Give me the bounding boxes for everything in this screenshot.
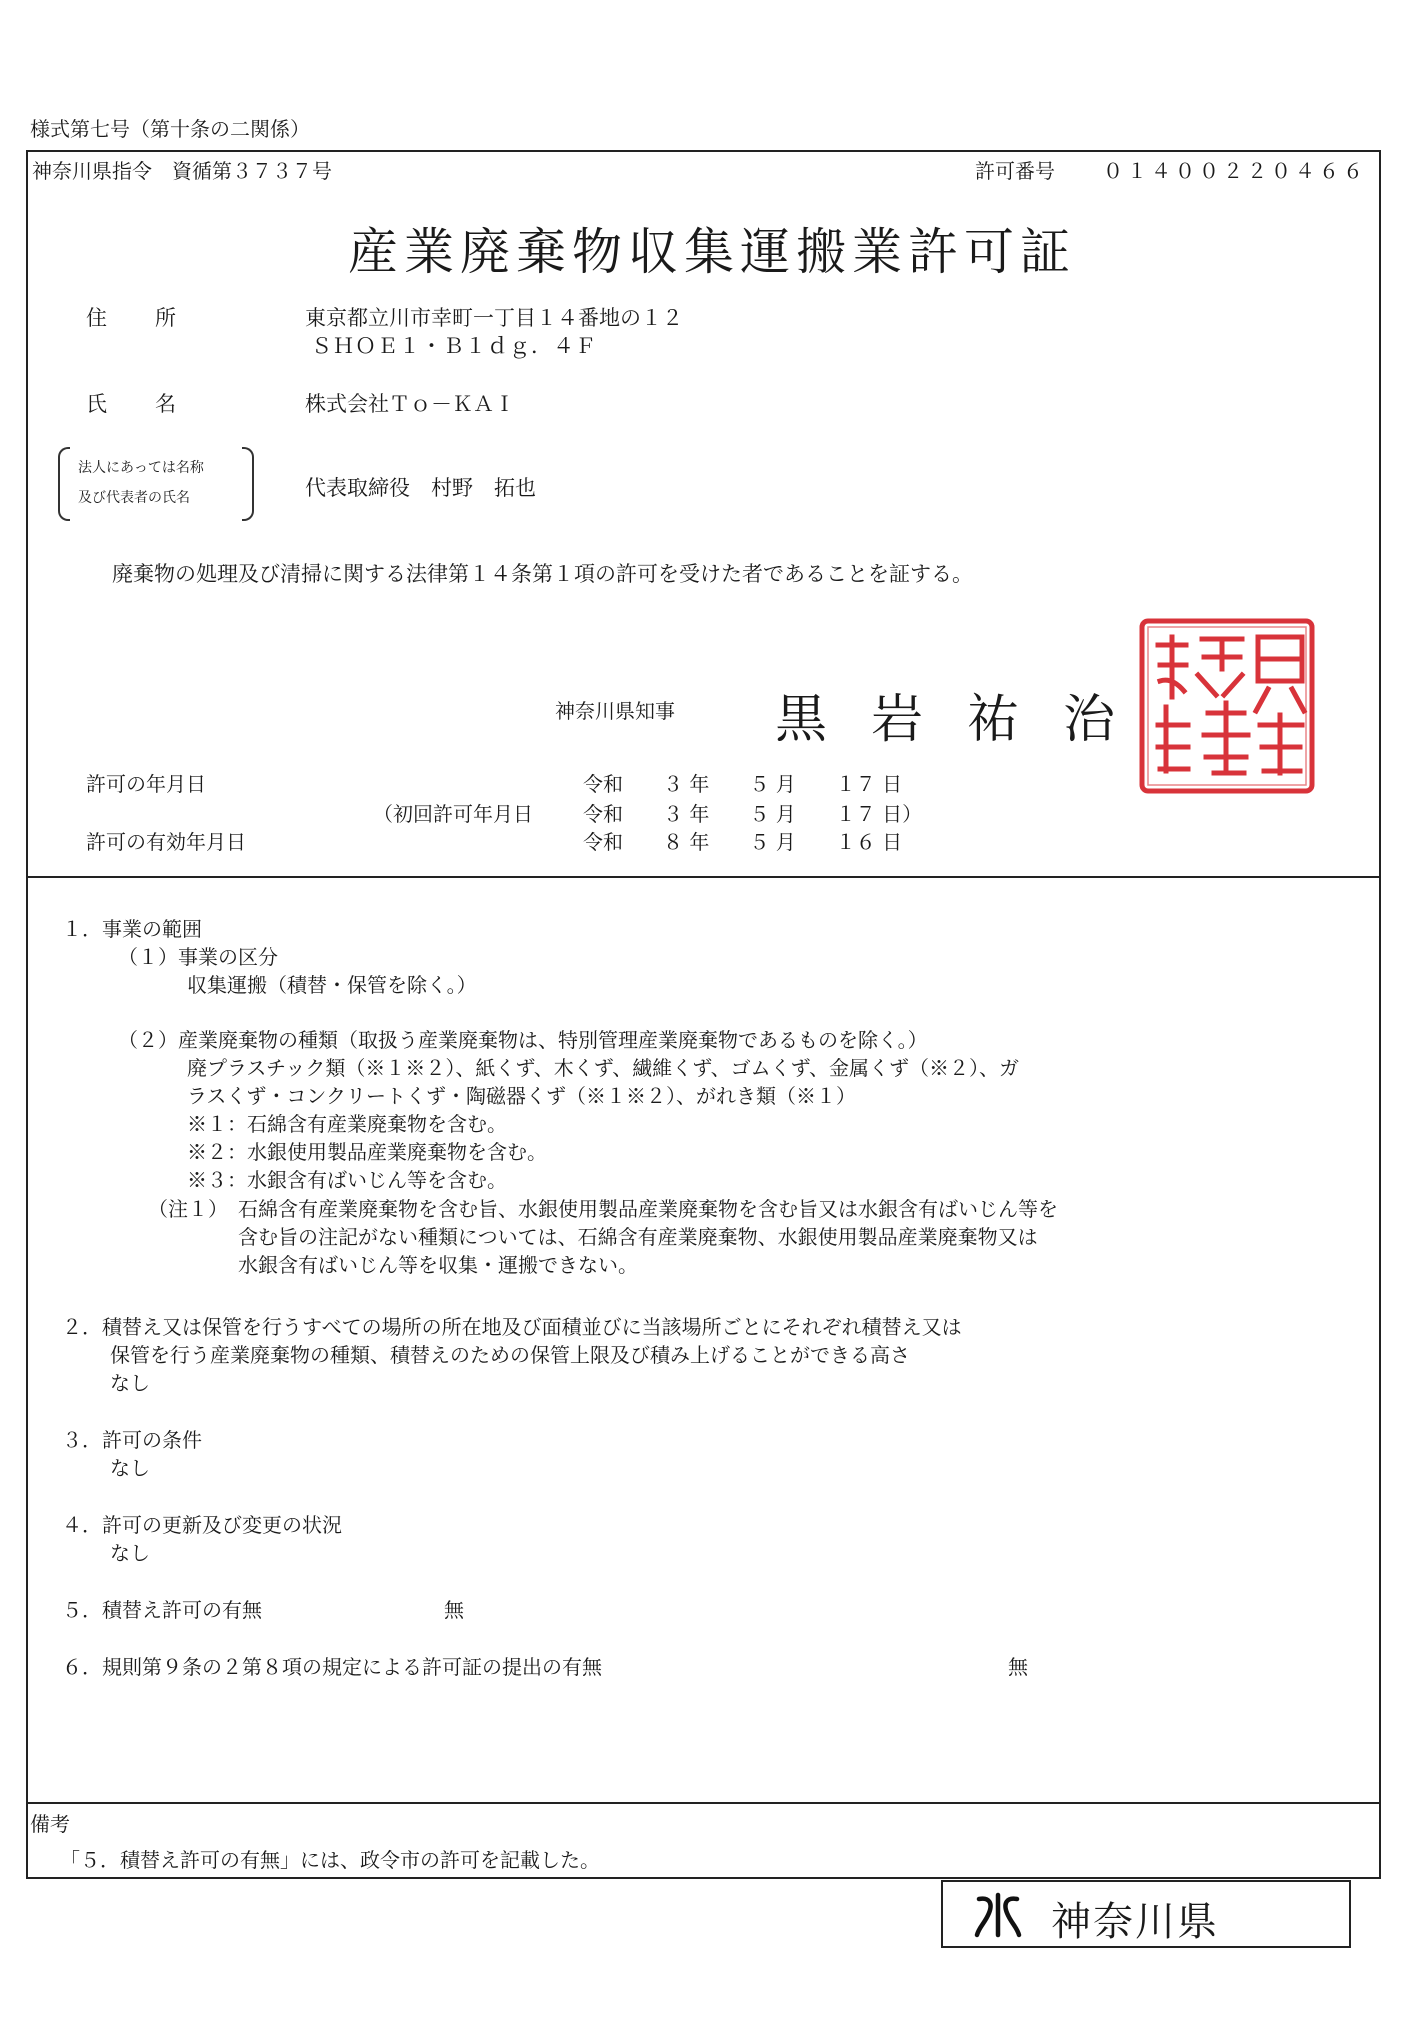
permit-date-value: 令和 ３ 年 ５ 月 １７ 日 [583,772,903,796]
valid-date-value: 令和 ８ 年 ５ 月 １６ 日 [583,830,903,854]
permit-number-label: 許可番号 [975,159,1055,183]
section-1-note-1: ※１：石綿含有産業廃棄物を含む。 [187,1112,507,1136]
section-6-value: 無 [1008,1655,1028,1679]
governor-title: 神奈川県知事 [555,699,675,723]
section-1-sub2-line2: ラスくず・コンクリートくず・陶磁器くず（※１※２）、がれき類（※１） [187,1084,856,1108]
valid-date-label: 許可の有効年月日 [86,830,246,854]
section-6-heading: ６．規則第９条の２第８項の規定による許可証の提出の有無 [62,1655,602,1679]
company-name: 株式会社Ｔｏ－ＫＡＩ [305,392,515,416]
representative-note-line1: 法人にあっては名称 [78,460,204,476]
section-4-value: なし [110,1541,150,1565]
section-1-note-2: ※２：水銀使用製品産業廃棄物を含む。 [187,1140,547,1164]
remarks-text: 「５．積替え許可の有無」には、政令市の許可を記載した。 [60,1848,600,1872]
address-line2: ＳＨＯＥ１・Ｂ１ｄｇ．４Ｆ [311,334,597,358]
section-1-heading: １．事業の範囲 [62,917,202,941]
section-5-heading: ５．積替え許可の有無 [62,1598,262,1622]
section-1-chu-label: （注１） [148,1197,228,1221]
representative-note-line2: 及び代表者の氏名 [78,490,190,506]
directive-number: 神奈川県指令 資循第３７３７号 [32,159,332,183]
section-1-chu-line3: 水銀含有ばいじん等を収集・運搬できない。 [238,1253,638,1277]
name-label: 氏 名 [86,392,178,416]
address-label: 住 所 [86,306,178,330]
section-3-value: なし [110,1456,150,1480]
section-5-value: 無 [444,1598,464,1622]
seal-graphic [1138,617,1316,795]
form-label: 様式第七号（第十条の二関係） [30,117,310,141]
section-1-note-3: ※３：水銀含有ばいじん等を含む。 [187,1168,507,1192]
section-3-heading: ３．許可の条件 [62,1428,202,1452]
remarks-label: 備考 [30,1812,70,1836]
section-1-sub1-body: 収集運搬（積替・保管を除く。） [187,973,477,997]
document-title: 産業廃棄物収集運搬業許可証 [348,223,1076,281]
section-1-chu-line1: 石綿含有産業廃棄物を含む旨、水銀使用製品産業廃棄物を含む旨又は水銀含有ばいじん等を [238,1197,1058,1221]
divider-header-body [26,876,1381,878]
kanagawa-emblem-icon [973,1891,1023,1939]
initial-permit-date-value: 令和 ３ 年 ５ 月 １７ 日） [583,802,923,826]
section-2-value: なし [110,1371,150,1395]
section-1-chu-line2: 含む旨の注記がない種類については、石綿含有産業廃棄物、水銀使用製品産業廃棄物又は [238,1225,1038,1249]
initial-permit-date-label: （初回許可年月日 [373,802,533,826]
representative-note-bracket [58,447,254,519]
divider-body-remarks [26,1802,1381,1804]
section-1-sub2-heading: （２）産業廃棄物の種類（取扱う産業廃棄物は、特別管理産業廃棄物であるものを除く。） [118,1028,928,1052]
issuer-stamp [941,1880,1351,1948]
permit-number: ０１４００２２０４６６ [1103,159,1367,183]
certification-statement: 廃棄物の処理及び清掃に関する法律第１４条第１項の許可を受けた者であることを証する。 [112,562,973,586]
issuer-stamp-text: 神奈川県 [1051,1899,1219,1945]
address-line1: 東京都立川市幸町一丁目１４番地の１２ [305,306,683,330]
governor-seal [1138,617,1316,795]
section-2-line2: 保管を行う産業廃棄物の種類、積替えのための保管上限及び積み上げることができる高さ [110,1343,910,1367]
representative-name: 代表取締役 村野 拓也 [305,476,536,500]
section-2-line1: ２．積替え又は保管を行うすべての場所の所在地及び面積並びに当該場所ごとにそれぞれ積替え又は [62,1315,962,1339]
section-1-sub2-line1: 廃プラスチック類（※１※２）、紙くず、木くず、繊維くず、ゴムくず、金属くず（※２）、ガ [187,1056,1019,1080]
permit-date-label: 許可の年月日 [86,772,206,796]
section-4-heading: ４．許可の更新及び変更の状況 [62,1513,342,1537]
governor-name: 黒岩祐治 [775,690,1160,750]
section-1-sub1-heading: （１）事業の区分 [118,945,278,969]
